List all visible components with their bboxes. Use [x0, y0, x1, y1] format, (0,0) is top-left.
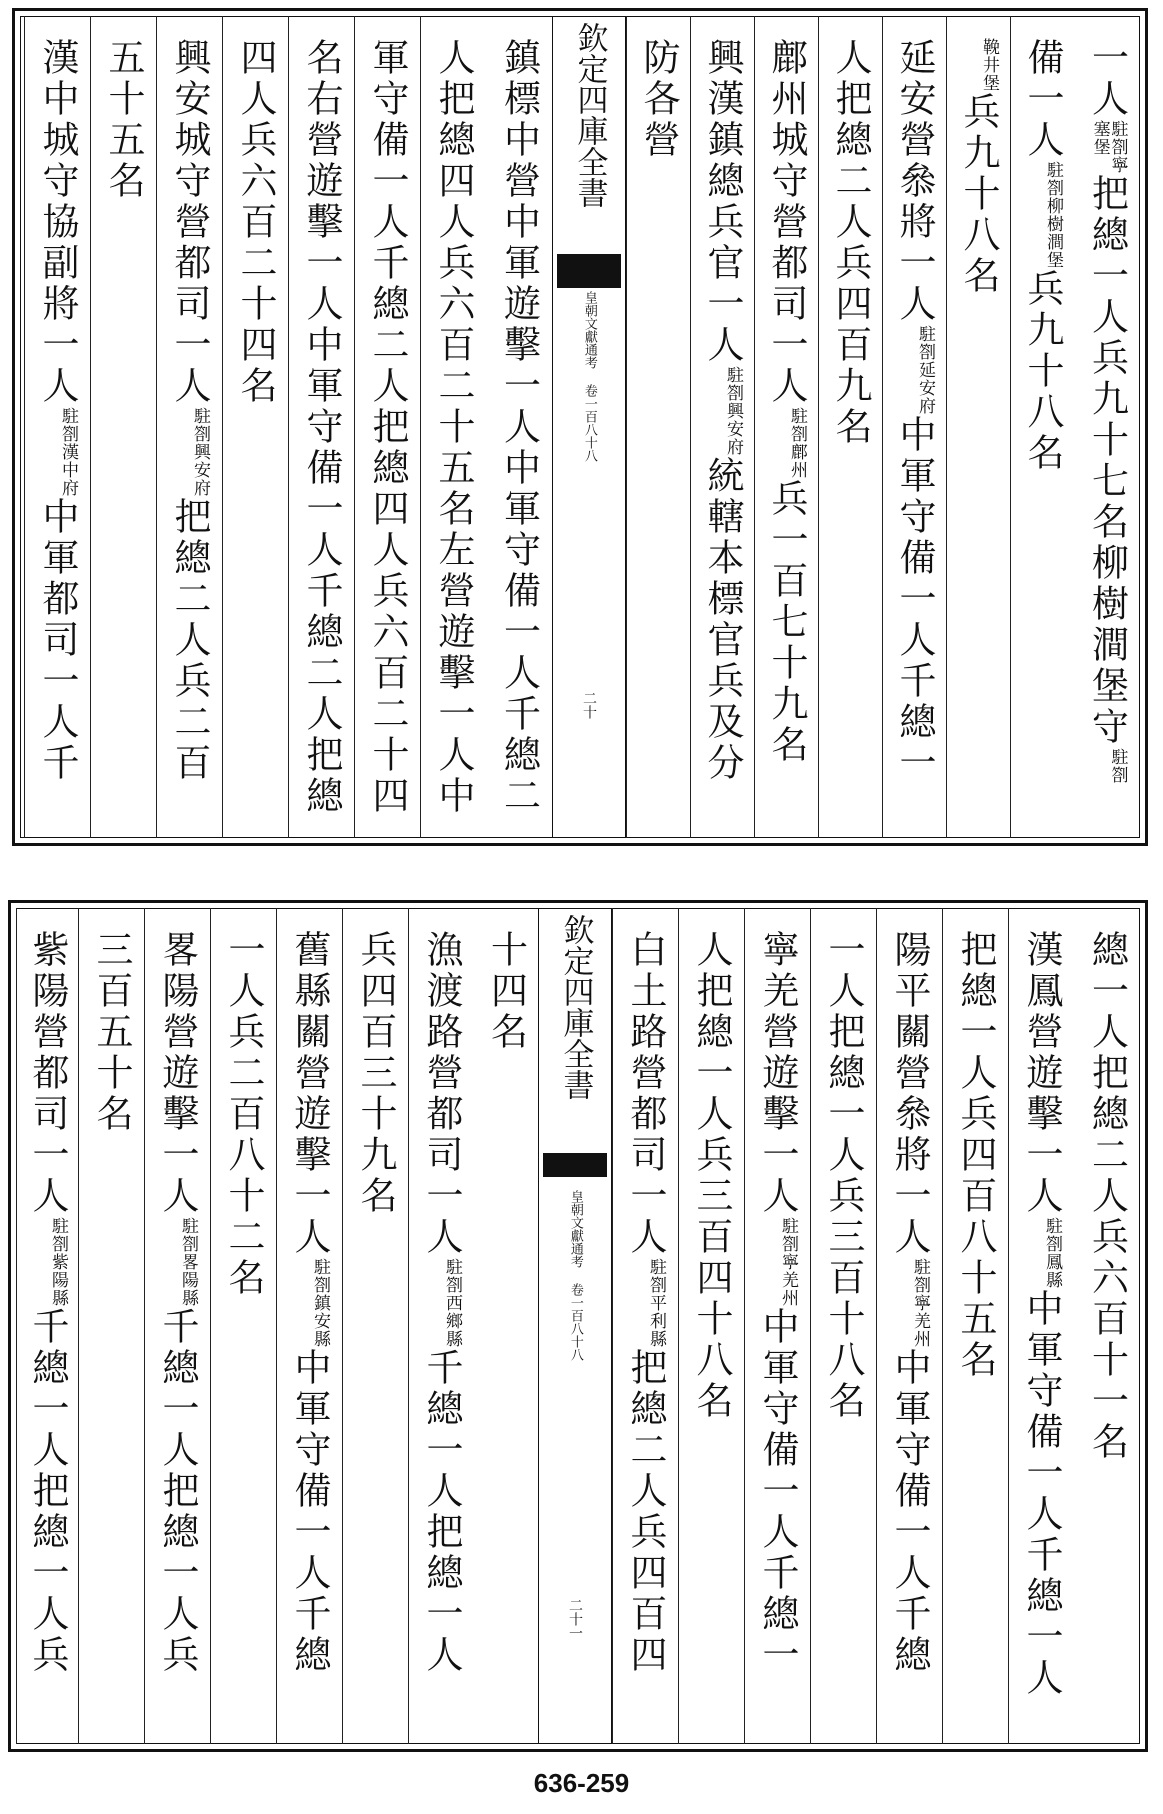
bottom-left-half: [16, 908, 538, 1744]
bottom-col-6: 寧羌營遊擊一人駐劄寧羌州中軍守備一人千總一: [744, 908, 810, 1744]
annotation: 駐劄興安府: [723, 366, 743, 456]
book-subtitle: 皇朝文獻通考 卷一百八十八: [567, 1190, 583, 1361]
annotation: 駐劄西鄉縣: [442, 1258, 462, 1348]
annotation: 駐劄寧羌州: [910, 1258, 930, 1348]
bottom-col-12: 舊縣關營遊擊一人駐劄鎮安縣中軍守備一人千總: [276, 908, 342, 1744]
annotation: 駐劄興安府: [190, 407, 210, 497]
bottom-col-14: 畧陽營遊擊一人駐劄畧陽縣千總一人把總一人兵: [144, 908, 210, 1744]
fish-tail-mark: [543, 1153, 607, 1177]
top-col-2: 備一人駐劄柳樹澗堡兵九十八名: [1010, 16, 1074, 838]
annotation: 鞔井堡: [979, 38, 999, 92]
bottom-col-4: 陽平關營叅將一人駐劄寧羌州中軍守備一人千總: [876, 908, 942, 1744]
annotation: 駐劄鳳縣: [1042, 1217, 1062, 1289]
top-col-7: 興漢鎮總兵官一人駐劄興安府統轄本標官兵及分: [690, 16, 754, 838]
bottom-col-1: 總一人把總二人兵六百十一名: [1085, 930, 1129, 1463]
top-left-half: [20, 16, 552, 838]
annotation: 駐劄鎮安縣: [310, 1258, 330, 1348]
top-col-3: 鞔井堡兵九十八名: [946, 16, 1010, 838]
top-col-12: 名右營遊擊一人中軍守備一人千總二人把總: [288, 16, 354, 838]
bottom-col-11: 兵四百三十九名: [342, 908, 408, 1744]
bottom-col-10: 漁渡路營都司一人駐劄西鄉縣千總一人把總一人: [408, 908, 474, 1744]
bottom-col-8: 白土路營都司一人駐劄平利縣把總二人兵四百四: [612, 908, 678, 1744]
top-col-13: 四人兵六百二十四名: [222, 16, 288, 838]
annotation: 駐劄紫陽縣: [48, 1217, 68, 1307]
top-col-5: 人把總二人兵四百九名: [818, 16, 882, 838]
bottom-page: [0, 900, 1163, 1760]
bottom-col-9: 十四名: [484, 930, 528, 1053]
top-col-14: 興安城守營都司一人駐劄興安府把總二人兵二百: [156, 16, 222, 838]
top-col-15: 五十五名: [90, 16, 156, 838]
bottom-right-half: [592, 908, 1140, 1744]
annotation: 駐劄寧 塞堡: [1089, 120, 1128, 174]
page-number: 636-259: [533, 1768, 630, 1798]
top-col-9: 鎮標中營中軍遊擊一人中軍守備一人千總二: [497, 38, 541, 817]
annotation: 駐劄: [1107, 748, 1128, 784]
top-right-half: [590, 16, 1140, 838]
bottom-col-3: 把總一人兵四百八十五名: [942, 908, 1008, 1744]
annotation: 駐劄寧羌州: [778, 1217, 798, 1307]
top-center-column: [552, 16, 626, 838]
fish-tail-mark: [557, 254, 621, 288]
annotation: 駐劄延安府: [915, 325, 935, 415]
top-col-10: 人把總四人兵六百二十五名左營遊擊一人中: [420, 16, 486, 838]
top-col-11: 軍守備一人千總二人把總四人兵六百二十四: [354, 16, 420, 838]
annotation: 駐劄畧陽縣: [178, 1217, 198, 1307]
top-col-8: 防各營: [626, 16, 690, 838]
top-col-6: 鄜州城守營都司一人駐劄鄜州兵一百七十九名: [754, 16, 818, 838]
col-text-cont: 把總一人兵九十七名柳樹澗堡守: [1085, 174, 1129, 748]
top-page: [0, 0, 1163, 850]
annotation: 駐劄平利縣: [646, 1258, 666, 1348]
bottom-center-column: [538, 908, 612, 1744]
bottom-col-13: 一人兵二百八十二名: [210, 908, 276, 1744]
bottom-col-7: 人把總一人兵三百四十八名: [678, 908, 744, 1744]
book-subtitle: 皇朝文獻通考 卷一百八十八: [581, 291, 597, 462]
folio-number: 二十: [581, 691, 597, 719]
book-title: 欽定四庫全書: [557, 914, 594, 1100]
folio-number: 二十一: [567, 1598, 583, 1640]
bottom-col-5: 一人把總一人兵三百十八名: [810, 908, 876, 1744]
bottom-col-2: 漢鳳營遊擊一人駐劄鳳縣中軍守備一人千總一人: [1008, 908, 1074, 1744]
book-title: 欽定四庫全書: [571, 22, 608, 208]
annotation: 駐劄柳樹澗堡: [1043, 161, 1063, 269]
annotation: 駐劄鄜州: [787, 407, 807, 479]
bottom-col-16: 紫陽營都司一人駐劄紫陽縣千總一人把總一人兵: [16, 908, 78, 1744]
top-col-4: 延安營叅將一人駐劄延安府中軍守備一人千總一: [882, 16, 946, 838]
col-text: 一人: [1085, 38, 1129, 120]
annotation: 駐劄漢中府: [58, 407, 78, 497]
top-col-1: [1074, 16, 1140, 838]
bottom-col-15: 三百五十名: [78, 908, 144, 1744]
top-col-16: 漢中城守協副將一人駐劄漢中府中軍都司一人千: [24, 16, 90, 838]
